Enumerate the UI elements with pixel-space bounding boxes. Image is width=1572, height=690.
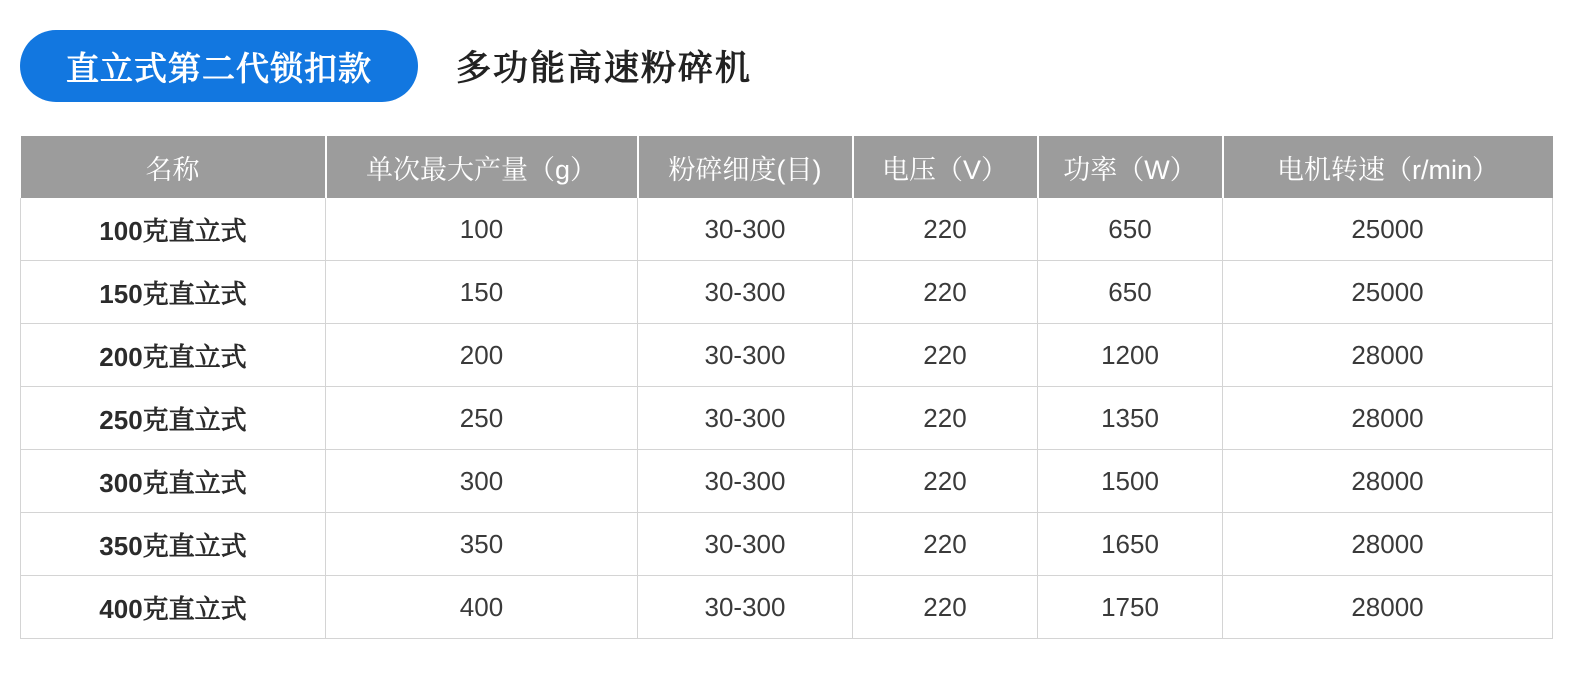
cell-fineness: 30-300 bbox=[638, 387, 853, 450]
table-row bbox=[21, 387, 1553, 450]
page-title: 多功能高速粉碎机 bbox=[456, 49, 753, 88]
table-header-row bbox=[21, 136, 1553, 198]
table-row bbox=[21, 513, 1553, 576]
table-row bbox=[21, 324, 1553, 387]
cell-speed: 25000 bbox=[1223, 198, 1553, 261]
spec-table bbox=[20, 136, 1553, 639]
table-row bbox=[21, 576, 1553, 639]
cell-voltage: 220 bbox=[853, 198, 1038, 261]
table-row bbox=[21, 450, 1553, 513]
spec-table-head bbox=[21, 136, 1553, 198]
cell-model: 350克直立式 bbox=[21, 513, 326, 576]
cell-capacity: 300 bbox=[326, 450, 638, 513]
cell-power: 650 bbox=[1038, 261, 1223, 324]
cell-fineness: 30-300 bbox=[638, 513, 853, 576]
cell-capacity: 150 bbox=[326, 261, 638, 324]
cell-power: 1500 bbox=[1038, 450, 1223, 513]
column-header-capacity: 单次最大产量（g） bbox=[326, 136, 638, 198]
cell-speed: 28000 bbox=[1223, 387, 1553, 450]
cell-voltage: 220 bbox=[853, 576, 1038, 639]
cell-power: 650 bbox=[1038, 198, 1223, 261]
cell-voltage: 220 bbox=[853, 450, 1038, 513]
table-row bbox=[21, 261, 1553, 324]
cell-voltage: 220 bbox=[853, 324, 1038, 387]
cell-model: 250克直立式 bbox=[21, 387, 326, 450]
cell-model: 200克直立式 bbox=[21, 324, 326, 387]
cell-capacity: 350 bbox=[326, 513, 638, 576]
product-series-badge: 直立式第二代锁扣款 bbox=[20, 30, 418, 102]
cell-voltage: 220 bbox=[853, 513, 1038, 576]
column-header-voltage: 电压（V） bbox=[853, 136, 1038, 198]
column-header-fineness: 粉碎细度(目) bbox=[638, 136, 853, 198]
cell-power: 1750 bbox=[1038, 576, 1223, 639]
cell-fineness: 30-300 bbox=[638, 261, 853, 324]
page-header bbox=[0, 0, 1572, 110]
cell-speed: 28000 bbox=[1223, 513, 1553, 576]
cell-speed: 28000 bbox=[1223, 324, 1553, 387]
cell-fineness: 30-300 bbox=[638, 450, 853, 513]
cell-power: 1650 bbox=[1038, 513, 1223, 576]
cell-speed: 28000 bbox=[1223, 576, 1553, 639]
cell-speed: 28000 bbox=[1223, 450, 1553, 513]
cell-capacity: 100 bbox=[326, 198, 638, 261]
cell-model: 150克直立式 bbox=[21, 261, 326, 324]
cell-model: 400克直立式 bbox=[21, 576, 326, 639]
cell-power: 1200 bbox=[1038, 324, 1223, 387]
cell-fineness: 30-300 bbox=[638, 576, 853, 639]
cell-voltage: 220 bbox=[853, 261, 1038, 324]
cell-model: 100克直立式 bbox=[21, 198, 326, 261]
cell-fineness: 30-300 bbox=[638, 198, 853, 261]
cell-fineness: 30-300 bbox=[638, 324, 853, 387]
cell-capacity: 200 bbox=[326, 324, 638, 387]
cell-capacity: 400 bbox=[326, 576, 638, 639]
table-row bbox=[21, 198, 1553, 261]
cell-model: 300克直立式 bbox=[21, 450, 326, 513]
column-header-name: 名称 bbox=[21, 136, 326, 198]
cell-capacity: 250 bbox=[326, 387, 638, 450]
cell-speed: 25000 bbox=[1223, 261, 1553, 324]
column-header-power: 功率（W） bbox=[1038, 136, 1223, 198]
cell-power: 1350 bbox=[1038, 387, 1223, 450]
cell-voltage: 220 bbox=[853, 387, 1038, 450]
spec-table-container bbox=[20, 136, 1552, 639]
column-header-speed: 电机转速（r/min） bbox=[1223, 136, 1553, 198]
spec-table-body bbox=[21, 198, 1553, 639]
